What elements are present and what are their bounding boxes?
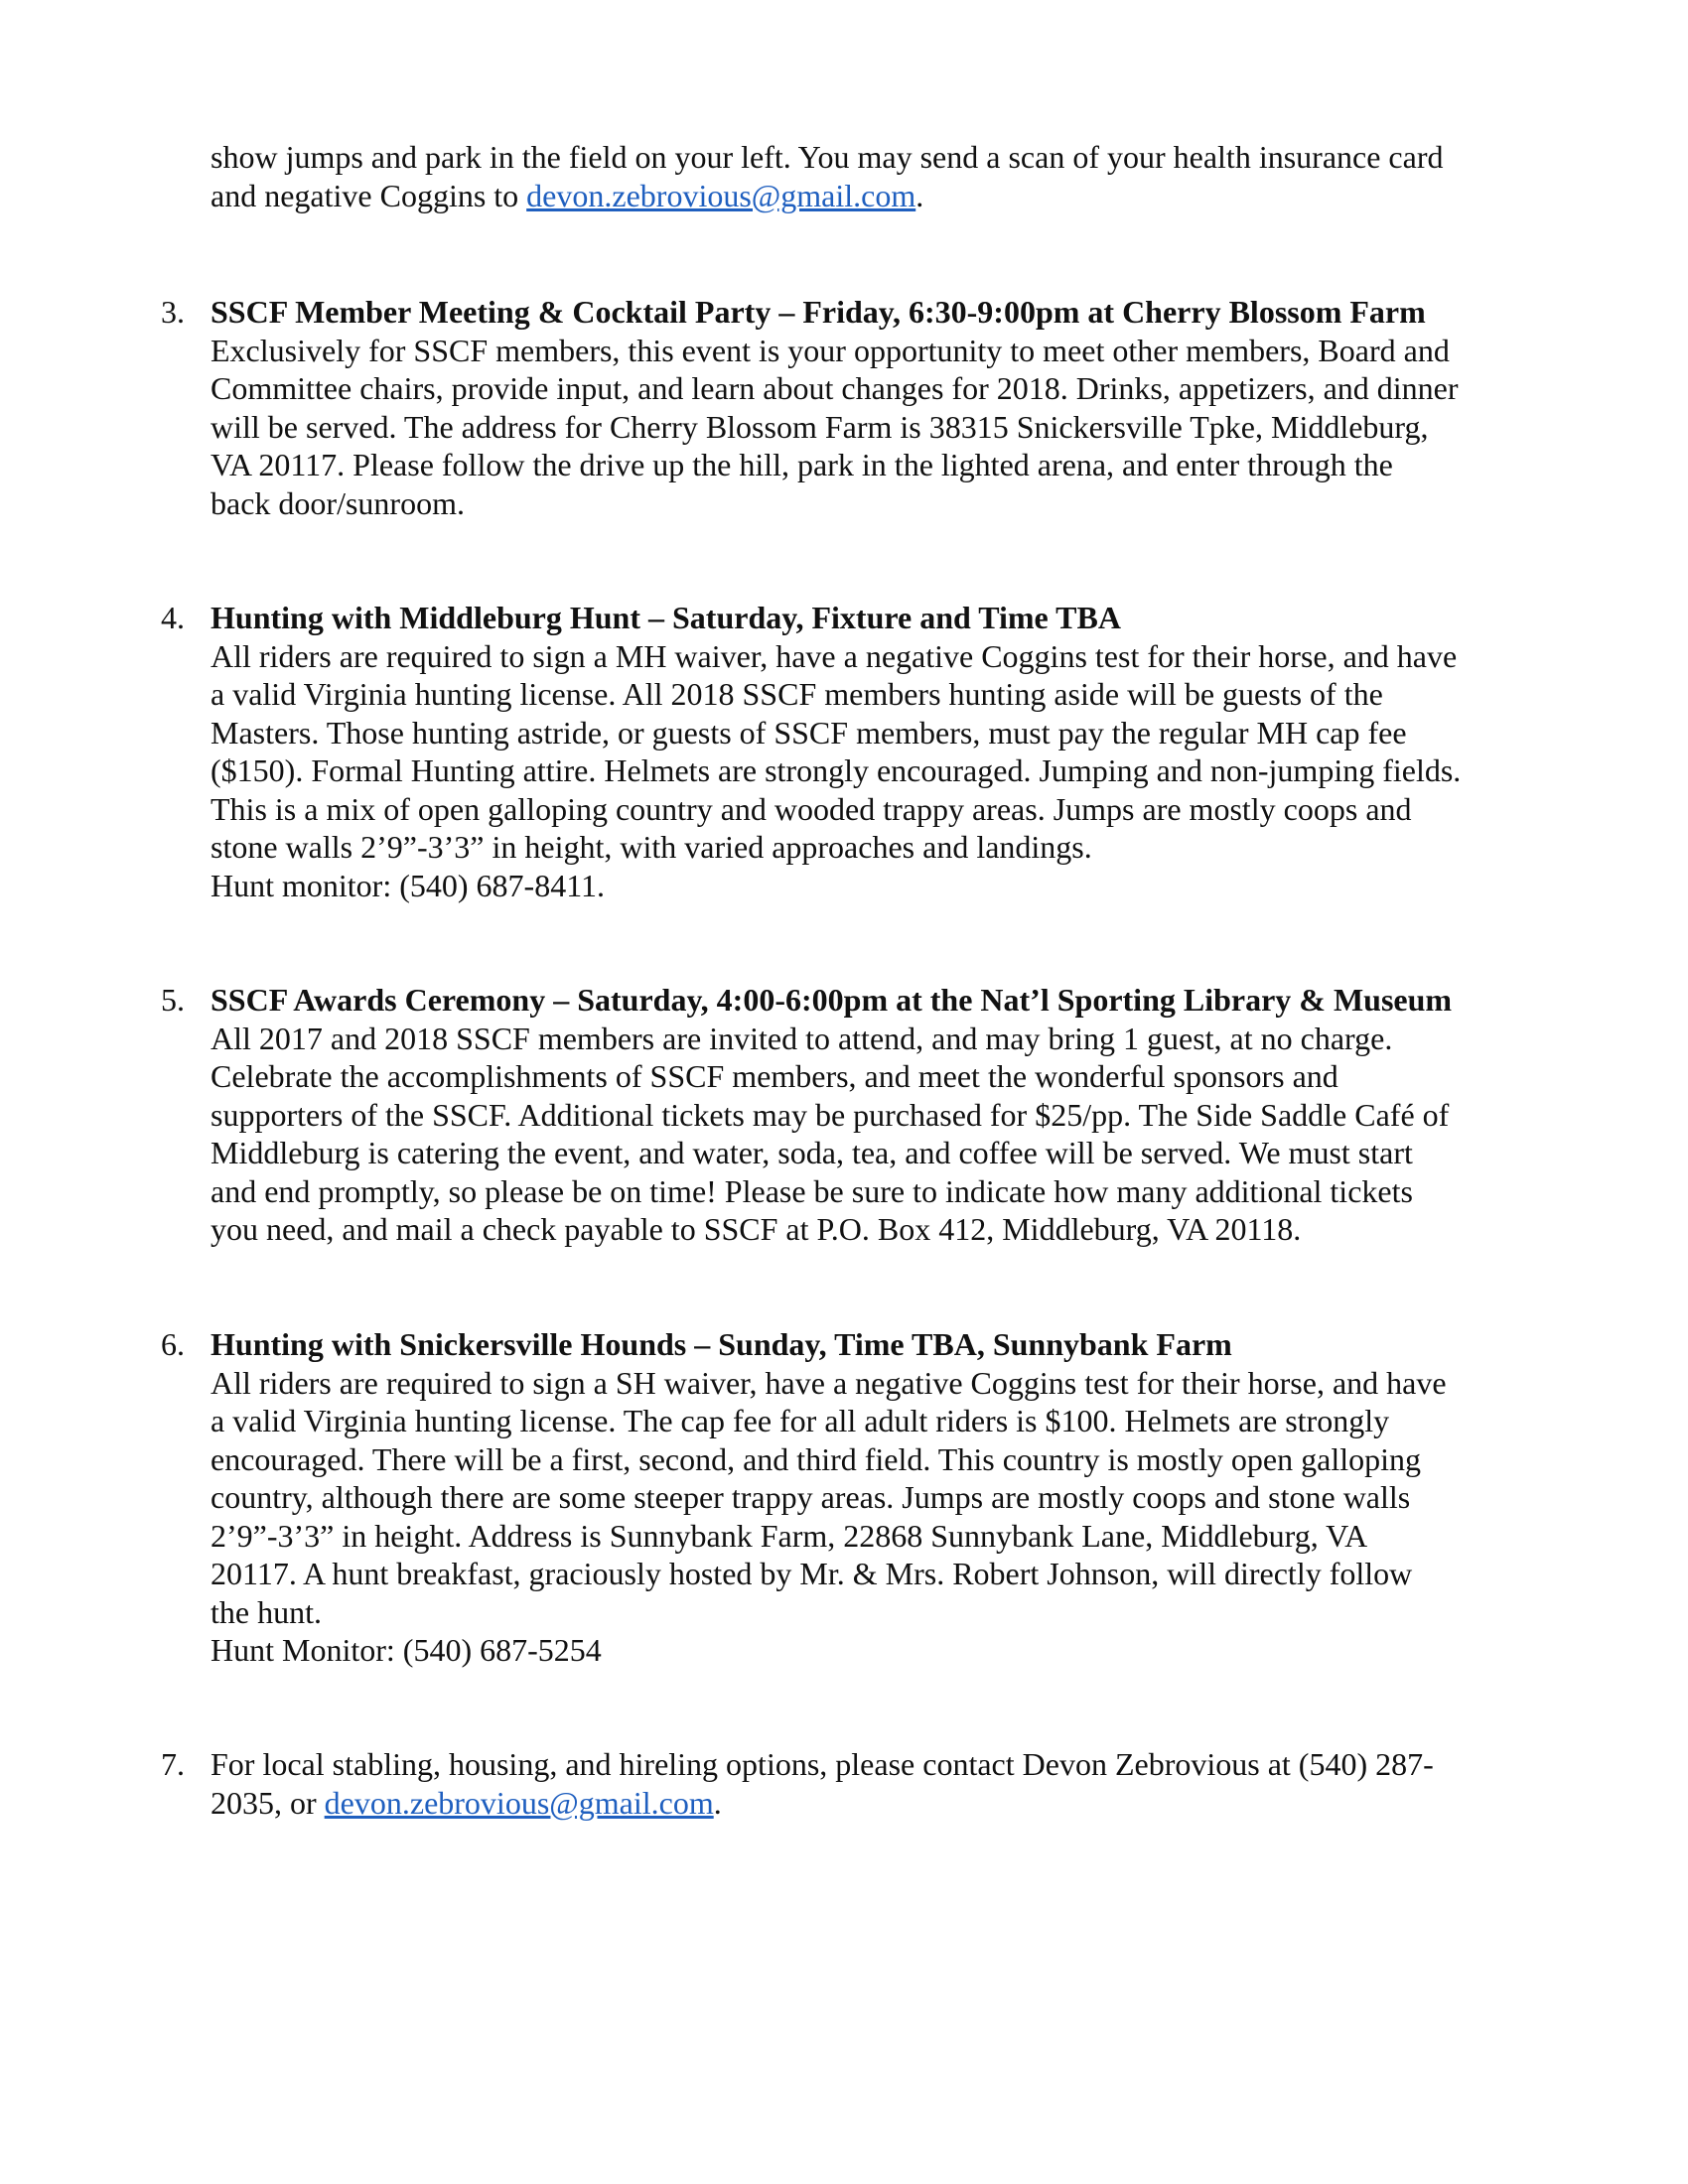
list-item-local-stabling <box>211 1745 1521 1822</box>
item-line: will be served. The address for Cherry Blossom Farm is 38315 Snickersville Tpke, Middleburg, <box>211 408 1429 445</box>
item-line: Exclusively for SSCF members, this event is your opportunity to meet other members, Board and <box>211 332 1450 368</box>
item-line: encouraged. There will be a first, second, and third field. This country is mostly open galloping <box>211 1440 1421 1477</box>
item-line: All riders are required to sign a SH waiver, have a negative Coggins test for their horse, and have <box>211 1364 1447 1401</box>
intro-line-2-text: and negative Coggins to <box>211 177 527 213</box>
item-title: SSCF Awards Ceremony – Saturday, 4:00-6:00pm at the Nat’l Sporting Library & Museum <box>211 982 1453 1018</box>
item-line: All riders are required to sign a MH waiver, have a negative Coggins test for their horse, and have <box>211 637 1458 674</box>
item-line: stone walls 2’9”-3’3” in height, with varied approaches and landings. <box>211 829 1092 865</box>
item-line: VA 20117. Please follow the drive up the hill, park in the lighted arena, and enter through the <box>211 447 1393 482</box>
list-item-awards-ceremony <box>211 981 1521 1249</box>
item7-line-1: For local stabling, housing, and hireling options, please contact Devon Zebrovious at (540) 287- <box>211 1746 1434 1782</box>
item7-line-2 <box>211 1784 1521 1823</box>
item-line: Masters. Those hunting astride, or guests of SSCF members, must pay the regular MH cap fee <box>211 714 1407 751</box>
list-item-member-meeting <box>211 293 1521 522</box>
item-number: 6. <box>161 1326 185 1362</box>
item-line: ($150). Formal Hunting attire. Helmets are strongly encouraged. Jumping and non-jumping fields. <box>211 752 1462 788</box>
intro-paragraph <box>211 138 1521 214</box>
intro-line-2 <box>211 177 1521 215</box>
item-number: 3. <box>161 294 185 330</box>
item-number: 5. <box>161 982 185 1018</box>
item-line: Middleburg is catering the event, and water, soda, tea, and coffee will be served. We must start <box>211 1135 1413 1170</box>
item-line: a valid Virginia hunting license. The cap fee for all adult riders is $100. Helmets are strongly <box>211 1403 1390 1438</box>
item-number: 4. <box>161 600 185 635</box>
item-title: Hunting with Snickersville Hounds – Sunday, Time TBA, Sunnybank Farm <box>211 1326 1232 1362</box>
intro-line-2-end: . <box>915 177 924 213</box>
item-line: All 2017 and 2018 SSCF members are invited to attend, and may bring 1 guest, at no charge. <box>211 1020 1393 1056</box>
item-title: SSCF Member Meeting & Cocktail Party – Friday, 6:30-9:00pm at Cherry Blossom Farm <box>211 294 1426 330</box>
item-line: and end promptly, so please be on time! Please be sure to indicate how many additional tickets <box>211 1172 1413 1209</box>
item-line: back door/sunroom. <box>211 484 465 521</box>
item-line: you need, and mail a check payable to SSCF at P.O. Box 412, Middleburg, VA 20118. <box>211 1211 1302 1247</box>
email-link[interactable]: devon.zebrovious@gmail.com <box>526 177 916 213</box>
list-item-snickersville-hounds <box>211 1325 1521 1670</box>
item-number: 7. <box>161 1746 185 1782</box>
item7-line-2-end: . <box>713 1784 722 1821</box>
item7-line-2-text: 2035, or <box>211 1784 325 1821</box>
item-line: 20117. A hunt breakfast, graciously hosted by Mr. & Mrs. Robert Johnson, will directly follow <box>211 1556 1413 1591</box>
item-line: the hunt. <box>211 1593 322 1630</box>
item-line: Hunt Monitor: (540) 687-5254 <box>211 1632 602 1668</box>
item-line: country, although there are some steeper trappy areas. Jumps are mostly coops and stone walls <box>211 1479 1411 1515</box>
item-line: 2’9”-3’3” in height. Address is Sunnybank Farm, 22868 Sunnybank Lane, Middleburg, VA <box>211 1517 1368 1554</box>
item-line: supporters of the SSCF. Additional tickets may be purchased for $25/pp. The Side Saddle Café of <box>211 1096 1450 1133</box>
item-title: Hunting with Middleburg Hunt – Saturday, Fixture and Time TBA <box>211 600 1121 635</box>
list-item-middleburg-hunt <box>211 599 1521 904</box>
item-line: Celebrate the accomplishments of SSCF members, and meet the wonderful sponsors and <box>211 1058 1338 1094</box>
intro-line-1: show jumps and park in the field on your left. You may send a scan of your health insurance card <box>211 139 1444 175</box>
item-line: Hunt monitor: (540) 687-8411. <box>211 867 605 903</box>
item-line: This is a mix of open galloping country and wooded trappy areas. Jumps are mostly coops and <box>211 790 1412 827</box>
email-link[interactable]: devon.zebrovious@gmail.com <box>324 1784 714 1821</box>
item-line: a valid Virginia hunting license. All 2018 SSCF members hunting aside will be guests of the <box>211 676 1383 712</box>
item-line: Committee chairs, provide input, and learn about changes for 2018. Drinks, appetizers, and dinner <box>211 370 1459 406</box>
